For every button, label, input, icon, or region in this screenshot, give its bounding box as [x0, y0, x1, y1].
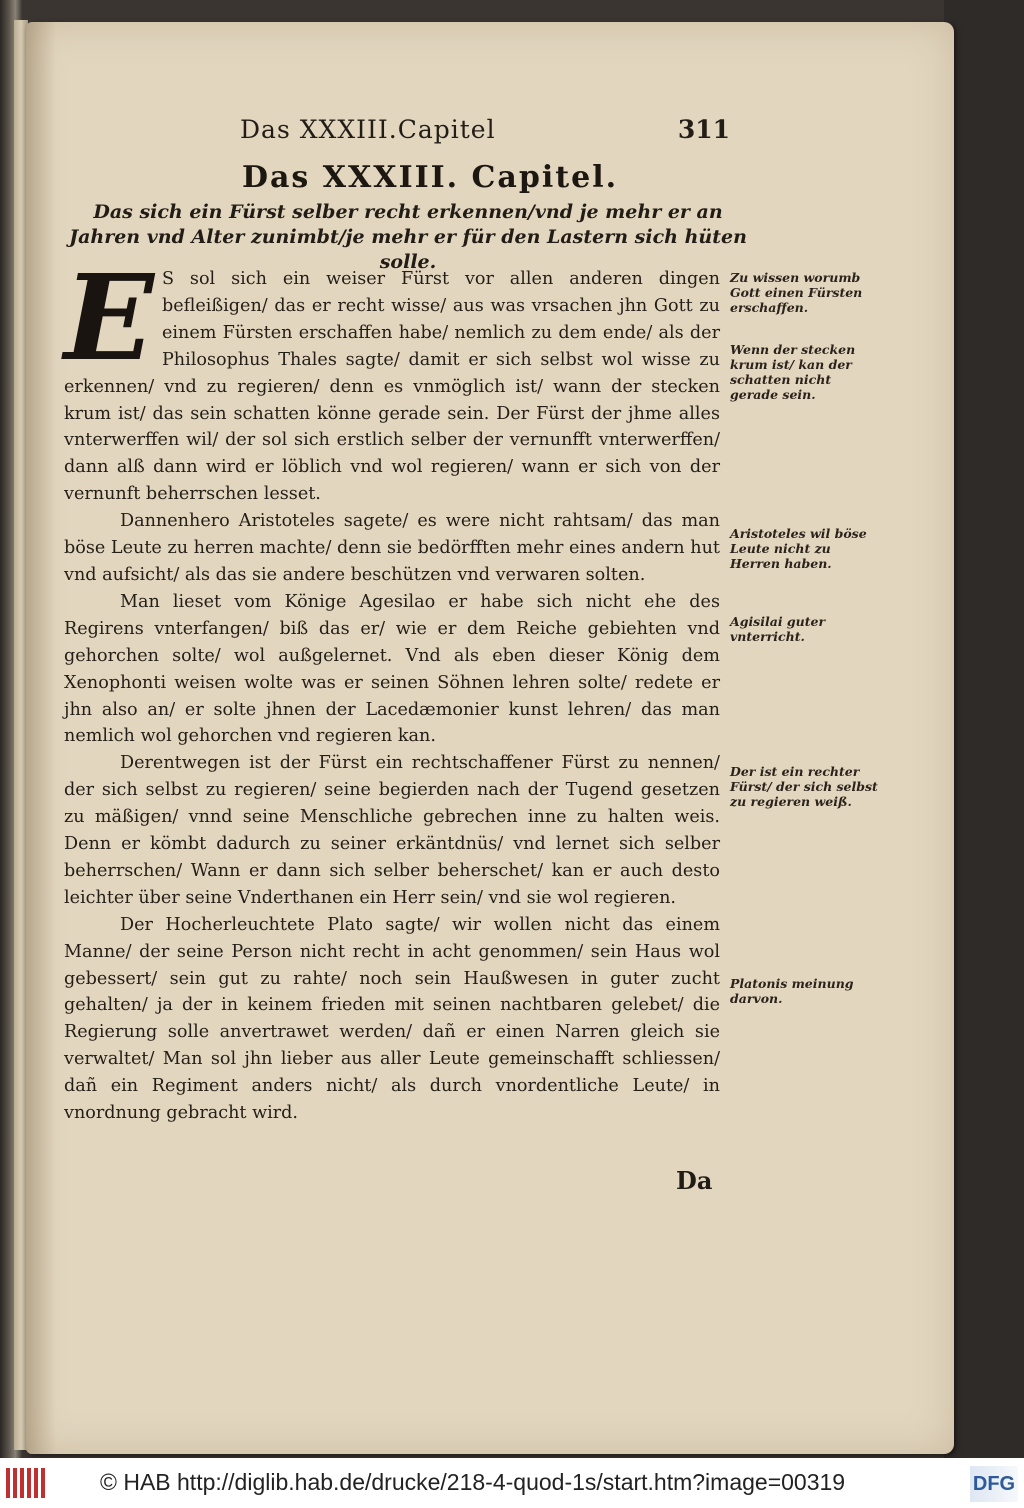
body-text — [64, 248, 720, 1127]
margin-note: Platonis meinung darvon. — [730, 976, 854, 1006]
catchword: Da — [676, 1166, 713, 1195]
margin-note: Wenn der stecken krum ist/ kan der schatten nicht gerade sein. — [730, 342, 856, 402]
drop-capital: E — [64, 248, 154, 387]
margin-note: Agisilai guter vnterricht. — [730, 614, 826, 644]
paragraph-2: Dannenhero Aristoteles sagete/ es were nicht rahtsam/ das man böse Leute zu herren machte/ denn sie bedörfften mehr eines andern hut vnd aufsicht/ als das sie andere beschützen vnd verwaren solten. — [64, 511, 720, 585]
paragraph-1 — [64, 248, 720, 508]
running-header-title: Das XXXIII.Capitel — [240, 115, 496, 144]
chapter-subtitle: Das sich ein Fürst selber recht erkennen/vnd je mehr er an Jahren vnd Alter zunimbt/je mehr er für den Lastern sich hüten solle. — [69, 201, 747, 273]
margin-note: Zu wissen worumb Gott einen Fürsten erschaffen. — [730, 270, 863, 315]
hab-logo-icon — [6, 1466, 50, 1500]
margin-note: Der ist ein rechter Fürst/ der sich selbst zu regieren weiß. — [730, 764, 878, 809]
scan-background — [944, 0, 1024, 1458]
paragraph-4: Derentwegen ist der Fürst ein rechtschaffener Fürst zu nennen/ der sich selbst zu regieren/ seine begierden nach der Tugend gesetzen zu mäßigen/ vnnd seine Menschliche gebrechen inne zu halten weis. Denn er kömbt dadurch zu seiner erkäntdnüs/ vnd lernet sich selber beherrschen/ Wann er dann sich selber beherschet/ kan er auch desto leichter über seine Vnderthanen ein Herr sein/ vnd sie wol regieren. — [64, 753, 720, 908]
running-header — [240, 115, 730, 144]
chapter-title: Das XXXIII. Capitel. — [241, 160, 619, 195]
paragraph-5: Der Hocherleuchtete Plato sagte/ wir wollen nicht das einem Manne/ der seine Person nicht recht in acht genommen/ sein Haus wol gebessert/ sein gut zu rahte/ noch sein Haußwesen in guter zucht gehalten/ ja der in keinem frieden mit seinen nachtbaren gelebet/ die Regierung solle anvertrawet werden/ dañ er einen Narren gleich sie verwaltet/ Man sol jhn lieber aus aller Leute gemeinschafft schliessen/ dañ ein Regiment anders nicht/ als durch vnordentliche Leute/ in vnordnung gebracht wird. — [64, 914, 720, 1124]
footer-credit-link[interactable]: © HAB http://diglib.hab.de/drucke/218-4-quod-1s/start.htm?image=00319 — [100, 1469, 846, 1495]
paragraph-3: Man lieset vom Könige Agesilao er habe sich nicht ehe des Regirens vnterfangen/ biß das er/ wie er dem Reiche gebiehten vnd gehorchen solte/ wol außgelernet. Vnd als eben dieser König dem Xenophonti weisen wolte was er seinen Söhnen lehren solte/ redete er jhn also an/ er solte jhnen der Lacedæmonier kunst lehren/ das man nemlich wol gehorchen vnd regieren kan. — [64, 591, 720, 747]
margin-note: Aristoteles wil böse Leute nicht zu Herren haben. — [730, 526, 867, 571]
dfg-logo: DFG — [970, 1466, 1018, 1502]
page-number: 311 — [677, 115, 730, 144]
paragraph-text: S sol sich ein weiser Fürst vor allen anderen dingen befleißigen/ das er recht wisse/ aus was vrsachen jhn Gott zu einem Fürsten erschaffen habe/ nemlich zu dem ende/ als der Philosophus Thales sagte/ damit er sich selbst wol wisse zu erkennen/ vnd zu regieren/ denn es vnmöglich ist/ wann der stecken krum ist/ das sein schatten könne gerade sein. Der Fürst der jhme alles vnterwerffen wil/ der sol sich erstlich selber der vernunfft vnterwerffen/ dann alß dann wird er löblich vnd wol regieren/ wann er sich von der vernunft beherrschen lesset. — [64, 269, 720, 505]
